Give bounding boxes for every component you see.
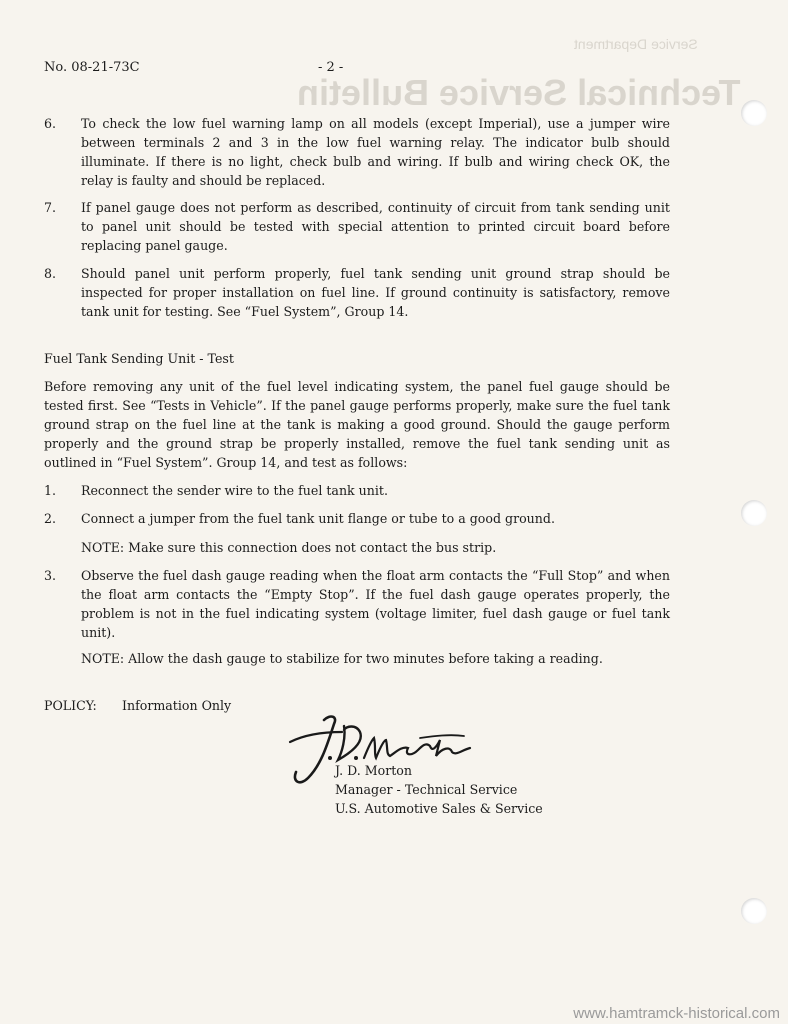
document-number: No. 08-21-73C (44, 60, 140, 75)
step-item (44, 114, 670, 190)
step-item (44, 264, 670, 321)
step-number: 7. (44, 200, 57, 215)
bleed-through-department: Service Department (574, 36, 698, 52)
step-number: 6. (44, 116, 57, 131)
step-text: To check the low fuel warning lamp on all models (except Imperial), use a jumper wire between terminals 2 and 3 in the low fuel warning relay. The indicator bulb should illuminate. If there is no light, check bulb and wiring. If bulb and wiring check OK, the relay is faulty and should be replaced. (81, 116, 670, 188)
step-text: Observe the fuel dash gauge reading when the float arm contacts the “Full Stop” and when the float arm contacts the “Empty Stop”. If the fuel dash gauge operates properly, the problem is not in the fuel indicating system (voltage limiter, fuel dash gauge or fuel tank unit). (81, 568, 670, 640)
step-number: 8. (44, 266, 57, 281)
binder-hole (741, 500, 767, 526)
note: NOTE: Allow the dash gauge to stabilize for two minutes before taking a reading. (81, 651, 603, 666)
signer-organization: U.S. Automotive Sales & Service (335, 801, 543, 816)
bleed-through-title: Technical Service Bulletin (296, 72, 740, 113)
section-intro: Before removing any unit of the fuel level indicating system, the panel fuel gauge should be tested first. See “Tests in Vehicle”. If the panel gauge performs properly, make sure the fuel tank ground strap on the fuel line at the tank is making a good ground. Should the gauge perform properly and the ground strap be properly installed, remove the fuel tank sending unit as outlined in “Fuel System”. Group 14, and test as follows: (44, 379, 670, 470)
step-number: 2. (44, 511, 57, 526)
signer-title: Manager - Technical Service (335, 782, 518, 797)
signer-name: J. D. Morton (335, 763, 412, 778)
policy-label: POLICY: (44, 698, 97, 713)
note: NOTE: Make sure this connection does not contact the bus strip. (81, 540, 497, 555)
step-number: 1. (44, 483, 57, 498)
step-text: Connect a jumper from the fuel tank unit flange or tube to a good ground. (81, 511, 555, 526)
step-number: 3. (44, 568, 57, 583)
step-item (44, 198, 670, 255)
test-step-item (44, 481, 670, 500)
step-text: Reconnect the sender wire to the fuel tank unit. (81, 483, 388, 498)
binder-hole (741, 898, 767, 924)
test-step-item (44, 566, 670, 642)
step-text: Should panel unit perform properly, fuel tank sending unit ground strap should be inspected for proper installation on fuel line. If ground continuity is satisfactory, remove tank unit for testing. See “Fuel System”, Group 14. (81, 266, 670, 319)
step-text: If panel gauge does not perform as described, continuity of circuit from tank sending unit to panel unit should be tested with special attention to printed circuit board before replacing panel gauge. (81, 200, 670, 253)
policy-value: Information Only (122, 698, 232, 713)
test-step-item (44, 509, 670, 528)
policy-line (44, 696, 231, 715)
binder-hole (741, 100, 767, 126)
page-number: - 2 - (318, 60, 344, 75)
signature-block (335, 761, 543, 818)
section-heading: Fuel Tank Sending Unit - Test (44, 351, 234, 366)
website-watermark: www.hamtramck-historical.com (573, 1005, 780, 1022)
